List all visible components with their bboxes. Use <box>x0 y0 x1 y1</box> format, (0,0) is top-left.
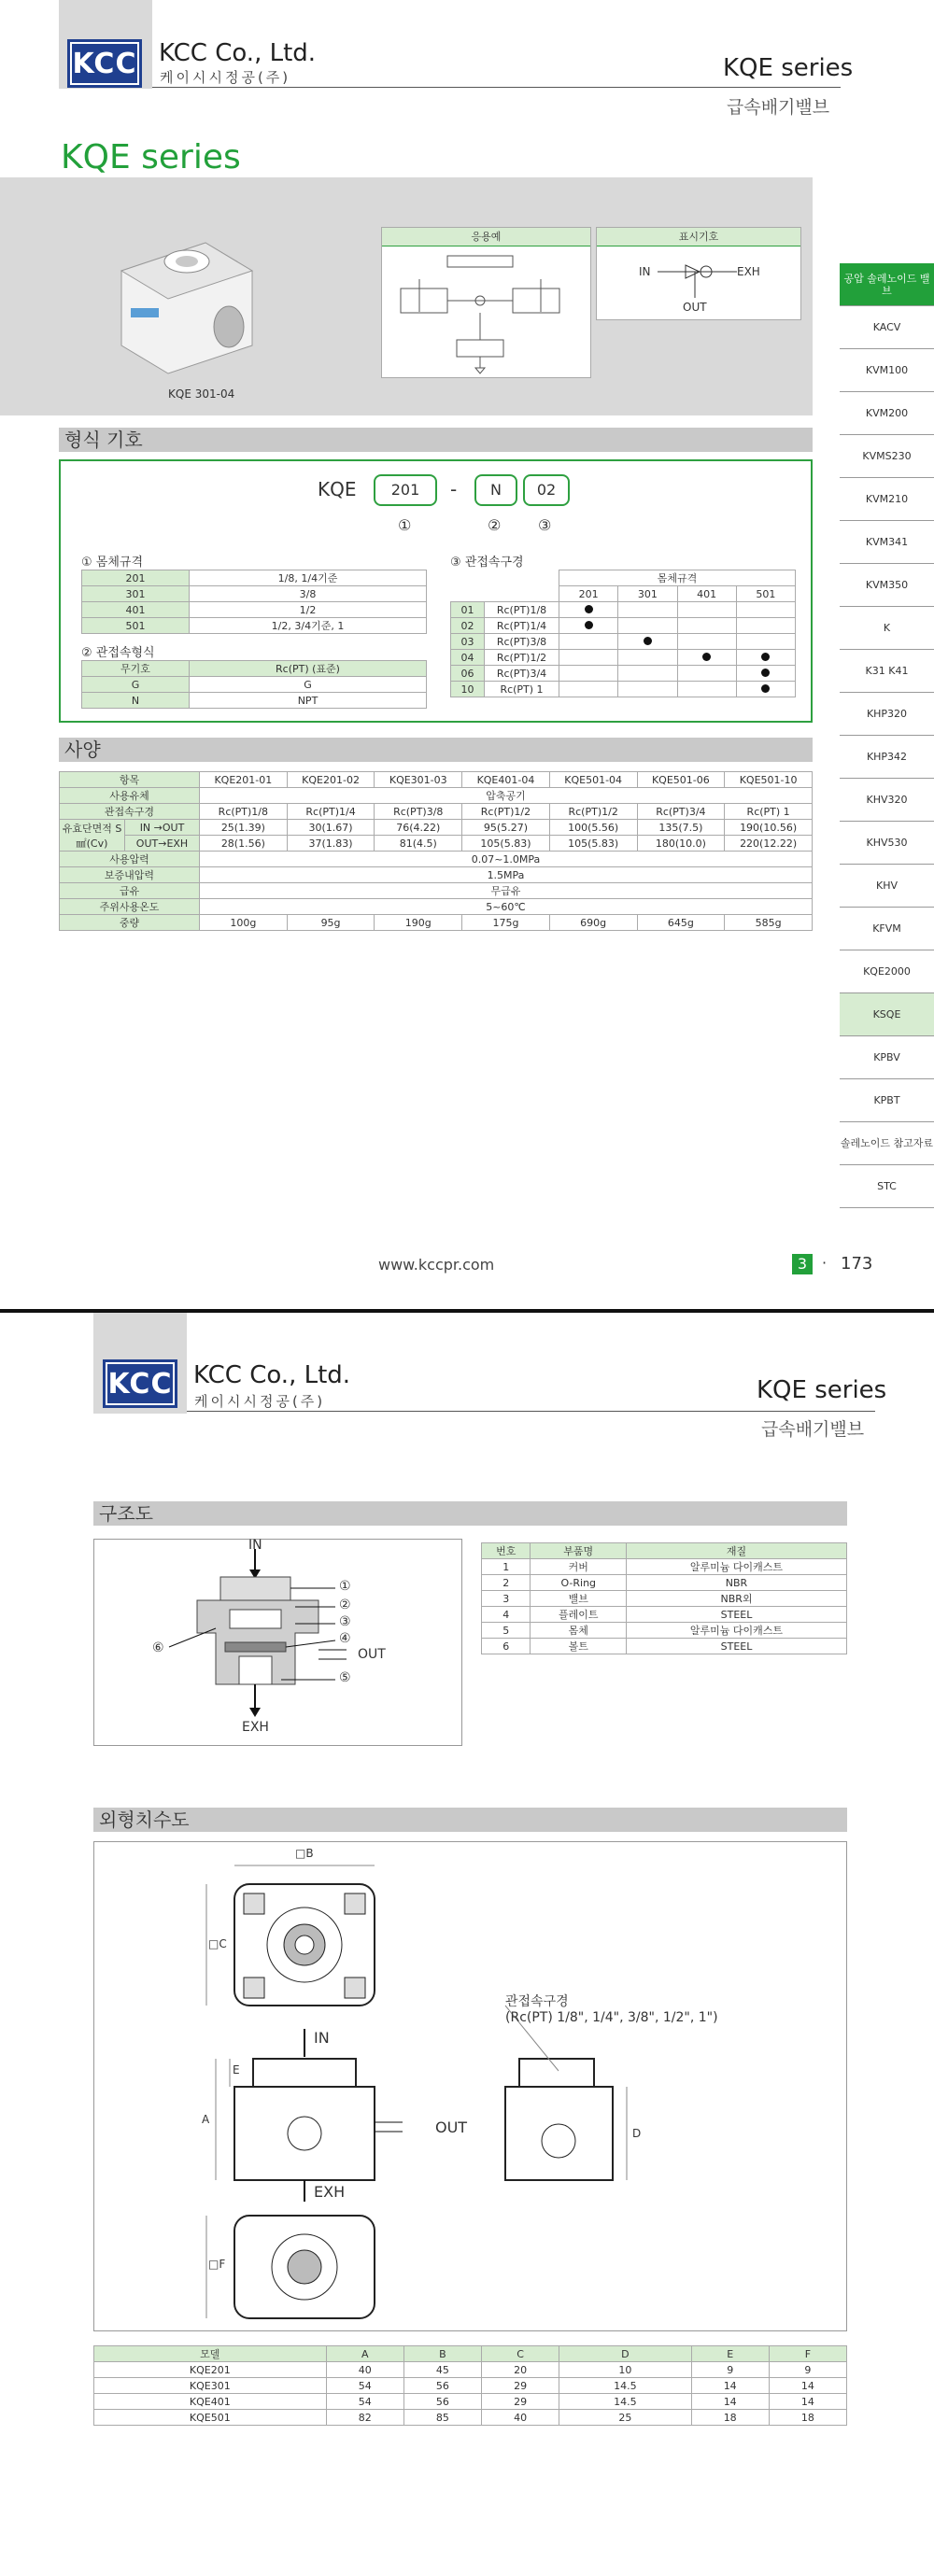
sidebar-item-17[interactable]: KSQE <box>840 993 934 1036</box>
section-structure: 구조도 <box>93 1501 847 1526</box>
series-title: KQE series <box>723 54 854 82</box>
spec-row: 보증내압력 1.5MPa <box>60 867 813 883</box>
model-prefix: KQE <box>318 478 357 500</box>
availability-dot <box>644 637 652 645</box>
symbol-exh: EXH <box>737 265 760 278</box>
series-subtitle: 급속배기밸브 <box>727 97 830 118</box>
dim-d-label: D <box>632 2127 642 2140</box>
availability-dot <box>761 653 770 661</box>
structure-drawing <box>94 1540 461 1745</box>
sidebar-item-8[interactable]: K <box>840 607 934 650</box>
parts-row: 1 커버 알루미늄 다이캐스트 <box>482 1559 847 1575</box>
structure-exh-label: EXH <box>242 1720 269 1735</box>
kcc-logo: KCC <box>67 39 142 88</box>
dim-c-label: □C <box>208 1937 227 1950</box>
company-name: KCC Co., Ltd. <box>193 1361 351 1389</box>
model-num-2: ② <box>488 516 502 534</box>
sidebar-item-4[interactable]: KVMS230 <box>840 435 934 478</box>
sidebar-item-16[interactable]: KQE2000 <box>840 950 934 993</box>
series-title: KQE series <box>757 1376 887 1404</box>
page-2 <box>0 1313 934 2576</box>
parts-row: 2 O-Ring NBR <box>482 1575 847 1591</box>
port-size-row: 02 Rc(PT)1/4 <box>451 618 796 634</box>
sidebar-item-1[interactable]: KACV <box>840 306 934 349</box>
parts-row: 4 플레이트 STEEL <box>482 1607 847 1623</box>
body-spec-title: ① 몸체규격 <box>81 556 144 570</box>
symbol-diagram <box>658 256 737 303</box>
sidebar-item-18[interactable]: KPBV <box>840 1036 934 1079</box>
header-rule <box>187 1411 875 1412</box>
dimension-row: KQE501 82 85 40 25 18 18 <box>94 2410 847 2426</box>
sidebar-item-12[interactable]: KHV320 <box>840 779 934 822</box>
port-size-row: 04 Rc(PT)1/2 <box>451 650 796 666</box>
port-type-title: ② 관접속형식 <box>81 646 155 660</box>
dimension-table: 모델 A B C D E F KQE201 40 45 20 10 9 9 KQE301 54 56 29 14.5 14 14 KQE401 54 56 29 14.5 14 14 KQE501 82 85 40 25 18 18 <box>93 2345 847 2426</box>
model-part-1: 201 <box>374 474 437 506</box>
availability-dot <box>761 669 770 677</box>
dimension-row: KQE401 54 56 29 14.5 14 14 <box>94 2394 847 2410</box>
dimension-row: KQE201 40 45 20 10 9 9 <box>94 2362 847 2378</box>
dim-exh-label: EXH <box>314 2183 346 2201</box>
availability-dot <box>585 605 593 613</box>
spec-table <box>59 771 813 931</box>
symbol-box <box>596 227 801 320</box>
spec-row: 급유 무급유 <box>60 883 813 899</box>
usage-box <box>381 227 591 378</box>
sidebar-item-0[interactable]: 공압 솔레노이드 밸브 <box>840 263 934 306</box>
model-num-3: ③ <box>538 516 552 534</box>
structure-in-label: IN <box>248 1538 262 1553</box>
dim-out-label: OUT <box>435 2119 468 2136</box>
availability-dot <box>761 684 770 693</box>
sidebar-item-3[interactable]: KVM200 <box>840 392 934 435</box>
sidebar-item-6[interactable]: KVM341 <box>840 521 934 564</box>
availability-dot <box>585 621 593 629</box>
structure-num-3: ③ <box>339 1614 351 1629</box>
usage-diagram <box>382 246 590 377</box>
symbol-label: 표시기호 <box>597 228 800 246</box>
port-size-row: 06 Rc(PT)3/4 <box>451 666 796 682</box>
body-spec-row: 201 1/8, 1/4기준 <box>82 570 427 586</box>
structure-num-2: ② <box>339 1598 351 1612</box>
company-name: KCC Co., Ltd. <box>159 39 317 67</box>
structure-num-6: ⑥ <box>152 1640 164 1655</box>
port-note-2: (Rc(PT) 1/8", 1/4", 3/8", 1/2", 1") <box>505 2010 718 2025</box>
parts-row: 6 볼트 STEEL <box>482 1639 847 1654</box>
structure-num-1: ① <box>339 1579 351 1594</box>
kcc-logo: KCC <box>103 1359 177 1408</box>
parts-row: 3 밸브 NBR외 <box>482 1591 847 1607</box>
company-korean: 케이시시정공(주) <box>160 69 291 86</box>
main-title: KQE series <box>61 138 241 176</box>
port-size-row: 01 Rc(PT)1/8 <box>451 602 796 618</box>
dim-e-label: E <box>233 2063 240 2076</box>
page-chapter: 3 <box>792 1254 813 1274</box>
structure-box <box>93 1539 462 1746</box>
model-part-2: N <box>474 474 517 506</box>
spec-row: 중량 100g 95g 190g 175g 690g 645g 585g <box>60 915 813 931</box>
sidebar-item-15[interactable]: KFVM <box>840 908 934 950</box>
usage-label: 응용예 <box>382 228 590 246</box>
company-korean: 케이시시정공(주) <box>194 1393 326 1410</box>
symbol-in: IN <box>639 265 651 278</box>
port-type-table <box>81 660 427 709</box>
page-sep: · <box>822 1254 828 1272</box>
sidebar-item-13[interactable]: KHV530 <box>840 822 934 865</box>
sidebar-item-10[interactable]: KHP320 <box>840 693 934 736</box>
spec-row: 유효단면적 S㎟(Cv) IN →OUT 25(1.39) 30(1.67) 76(4.22) 95(5.27) 100(5.56) 135(7.5) 190(10.56) <box>60 820 813 836</box>
product-image <box>103 224 262 378</box>
parts-table: 번호 부품명 재질 1 커버 알루미늄 다이캐스트 2 O-Ring NBR 3 밸브 NBR외 4 플레이트 STEEL 5 몸체 알루미늄 다이캐스트 6 볼트 STEEL <box>481 1542 847 1654</box>
sidebar-item-19[interactable]: KPBT <box>840 1079 934 1122</box>
dim-in-label: IN <box>314 2029 330 2047</box>
model-part-3: 02 <box>523 474 570 506</box>
dim-f-label: □F <box>208 2258 226 2271</box>
spec-row: 사용압력 0.07~1.0MPa <box>60 852 813 867</box>
model-dash: - <box>450 478 458 500</box>
port-size-group-header: 몸체규격 <box>559 570 796 586</box>
port-type-header: 무기호 Rc(PT) (표준) <box>82 661 427 677</box>
section-model-code: 형식 기호 <box>59 428 813 452</box>
sidebar-item-11[interactable]: KHP342 <box>840 736 934 779</box>
sidebar-item-9[interactable]: K31 K41 <box>840 650 934 693</box>
port-type-row: N NPT <box>82 693 427 709</box>
footer-url[interactable]: www.kccpr.com <box>378 1256 495 1274</box>
series-subtitle: 급속배기밸브 <box>761 1419 865 1440</box>
spec-header: 항목 KQE201-01 KQE201-02 KQE301-03 KQE401-04 KQE501-04 KQE501-06 KQE501-10 <box>60 772 813 788</box>
sidebar-item-2[interactable]: KVM100 <box>840 349 934 392</box>
symbol-out: OUT <box>683 301 707 314</box>
port-size-row: 03 Rc(PT)3/8 <box>451 634 796 650</box>
port-size-row: 10 Rc(PT) 1 <box>451 682 796 697</box>
sidebar-item-7[interactable]: KVM350 <box>840 564 934 607</box>
product-caption: KQE 301-04 <box>168 387 235 401</box>
sidebar-item-5[interactable]: KVM210 <box>840 478 934 521</box>
availability-dot <box>702 653 711 661</box>
port-note-1: 관접속구경 <box>505 1994 569 2009</box>
dimension-box <box>93 1841 847 2331</box>
sidebar-item-21[interactable]: STC <box>840 1165 934 1208</box>
spec-row: 주위사용온도 5~60℃ <box>60 899 813 915</box>
structure-num-5: ⑤ <box>339 1670 351 1685</box>
section-spec: 사양 <box>59 738 813 762</box>
structure-out-label: OUT <box>358 1647 386 1662</box>
parts-row: 5 몸체 알루미늄 다이캐스트 <box>482 1623 847 1639</box>
port-size-table: 몸체규격 201 301 401 501 01 Rc(PT)1/8 02 Rc(PT)1/4 03 Rc(PT)3/8 04 Rc(PT)1/2 06 Rc(PT)3/4 10 Rc(PT) 1 <box>450 570 796 697</box>
body-spec-row: 301 3/8 <box>82 586 427 602</box>
body-spec-table <box>81 570 427 634</box>
spec-row: OUT→EXH 28(1.56) 37(1.83) 81(4.5) 105(5.83) 105(5.83) 180(10.0) 220(12.22) <box>60 836 813 852</box>
sidebar-item-14[interactable]: KHV <box>840 865 934 908</box>
port-size-title: ③ 관접속구경 <box>450 556 524 570</box>
dimension-row: KQE301 54 56 29 14.5 14 14 <box>94 2378 847 2394</box>
dim-b-label: □B <box>295 1847 314 1860</box>
body-spec-row: 401 1/2 <box>82 602 427 618</box>
structure-num-4: ④ <box>339 1631 351 1646</box>
port-type-row: G G <box>82 677 427 693</box>
page-number: 173 <box>841 1254 873 1274</box>
spec-row: 사용유체 압축공기 <box>60 788 813 804</box>
spec-row: 관접속구경 Rc(PT)1/8 Rc(PT)1/4 Rc(PT)3/8 Rc(PT)1/2 Rc(PT)1/2 Rc(PT)3/4 Rc(PT) 1 <box>60 804 813 820</box>
header-rule <box>152 87 841 88</box>
model-num-1: ① <box>398 516 412 534</box>
sidebar-item-20[interactable]: 솔레노이드 참고자료 <box>840 1122 934 1165</box>
dim-a-label: A <box>202 2113 210 2126</box>
section-dimension: 외형치수도 <box>93 1808 847 1832</box>
dimension-drawing <box>94 1842 846 2330</box>
body-spec-row: 501 1/2, 3/4기준, 1 <box>82 618 427 634</box>
